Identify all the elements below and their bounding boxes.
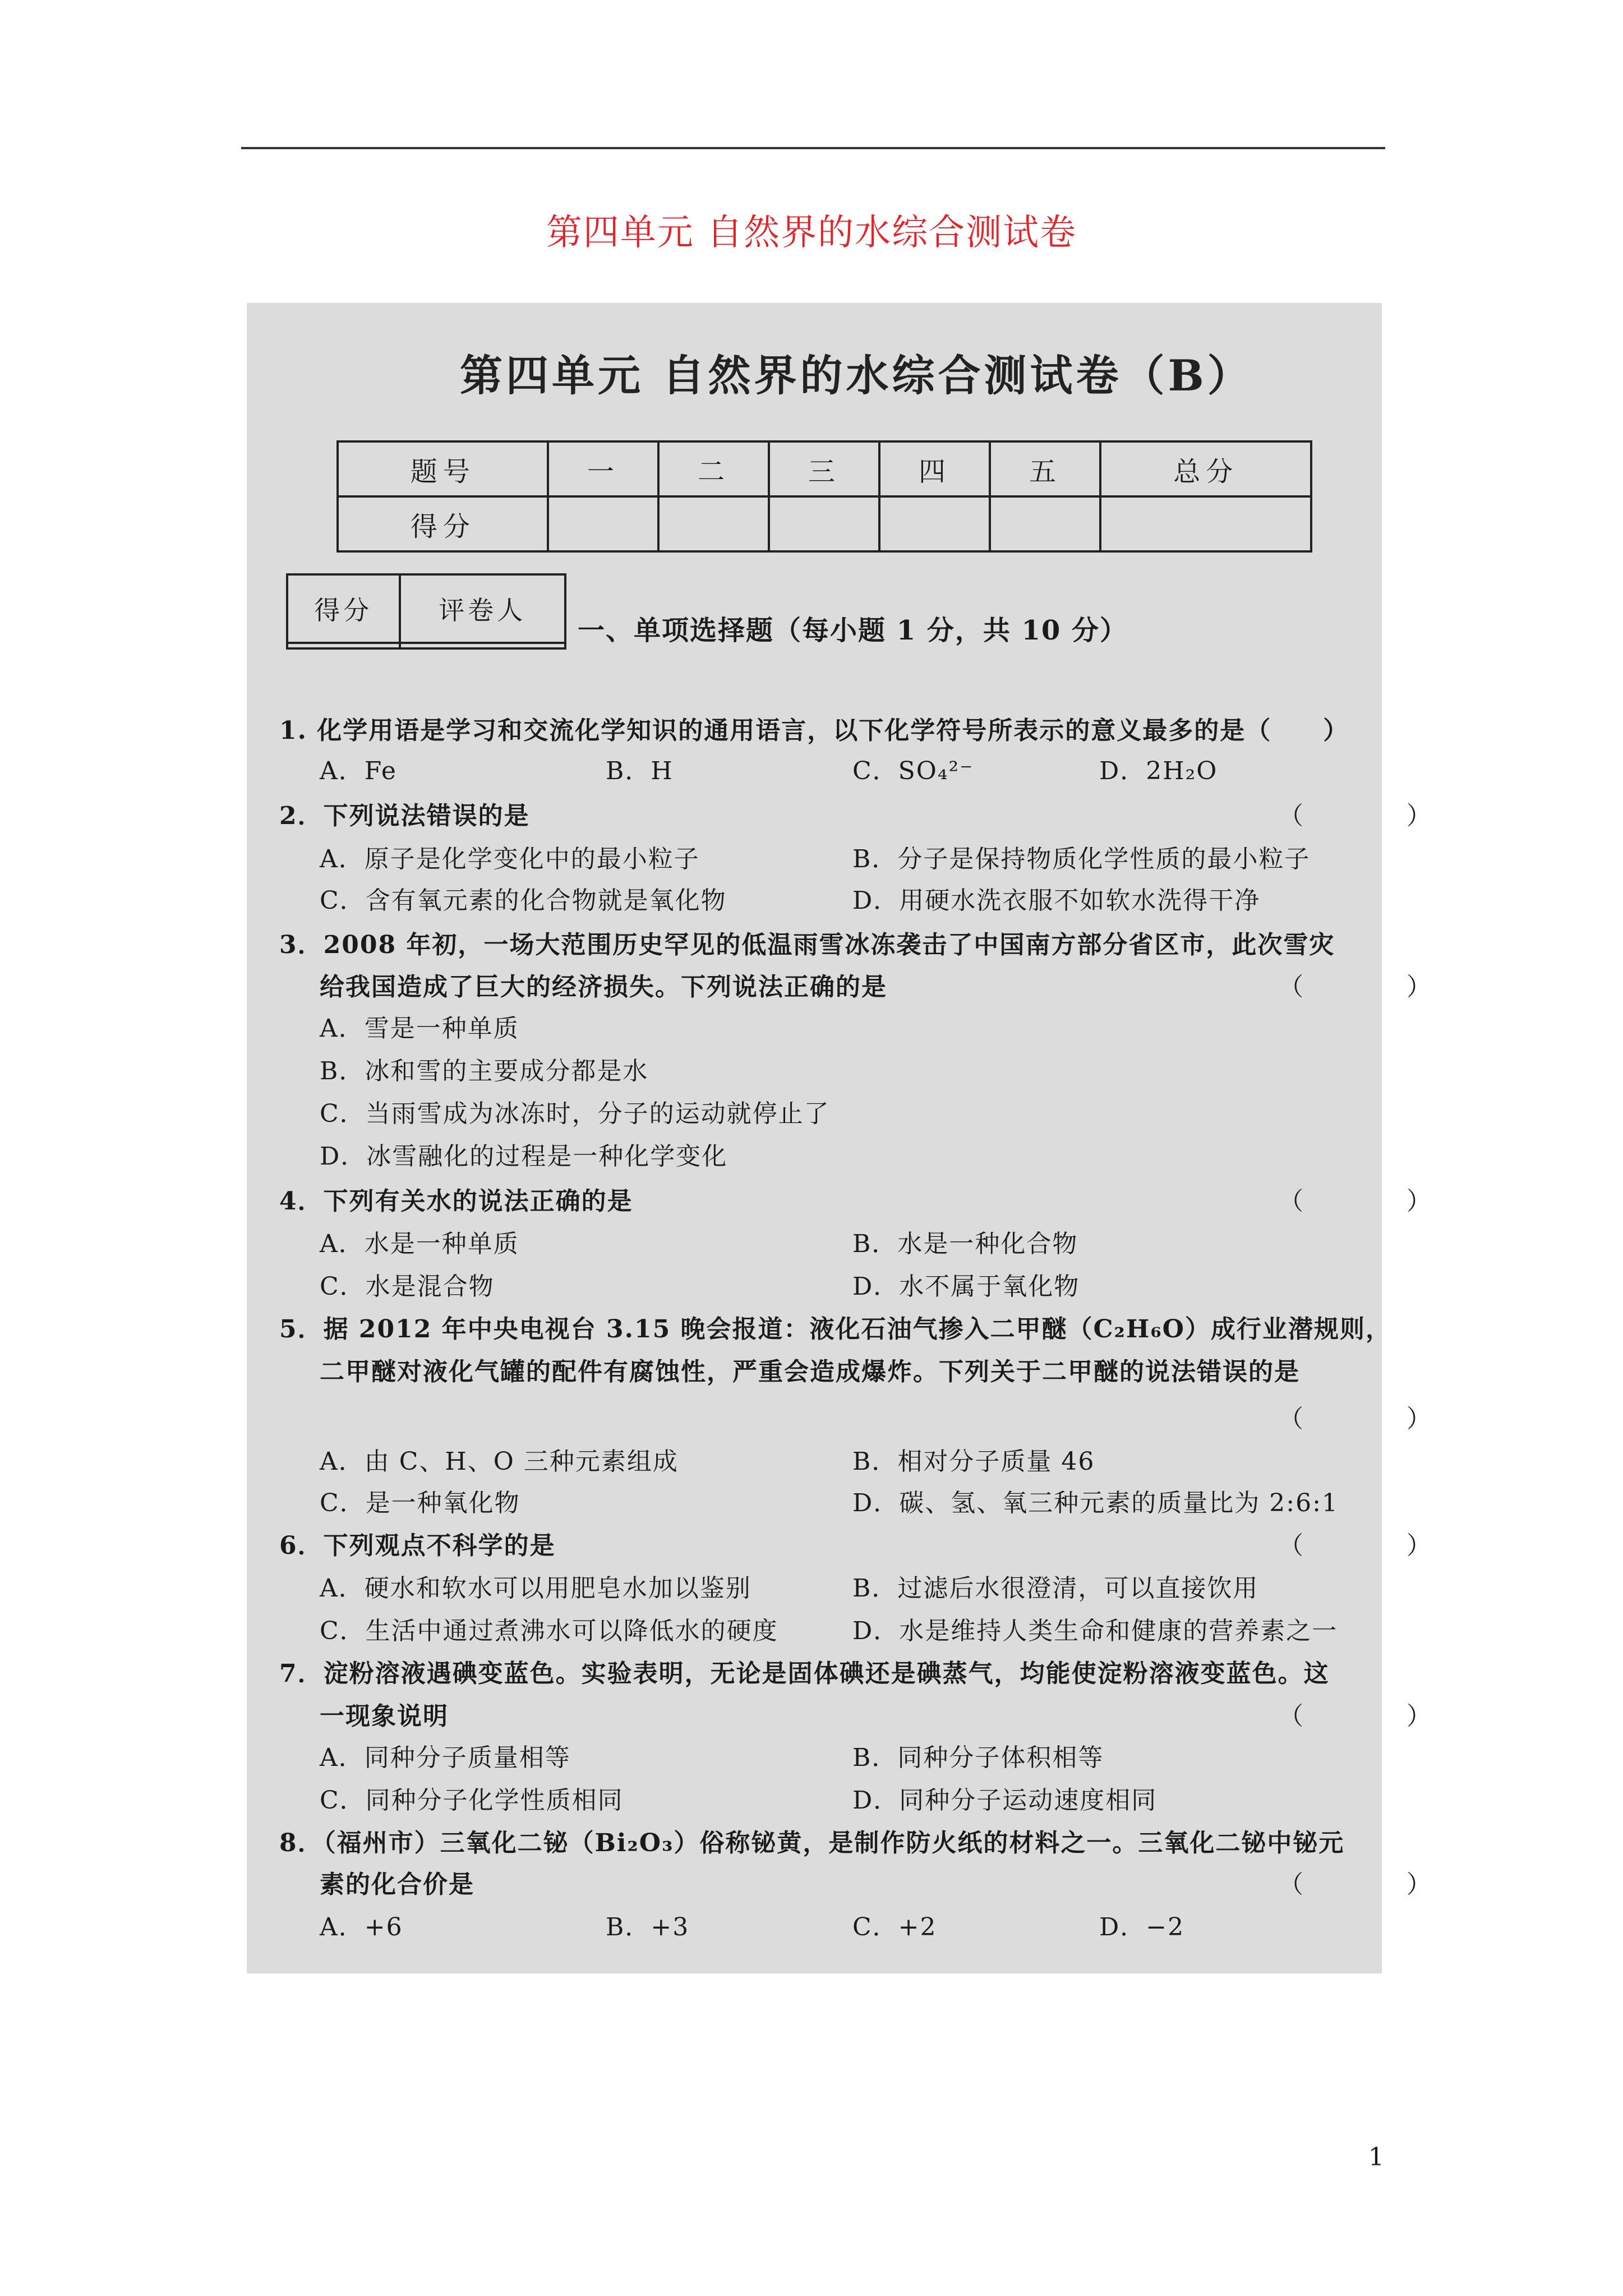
scanned-exam-sheet: [247, 303, 1470, 1973]
question-4-option-b: B．水是一种化合物: [852, 1230, 1078, 1258]
question-6-option-b: B．过滤后水很澄清，可以直接饮用: [852, 1574, 1259, 1603]
header-rule: [241, 147, 1385, 149]
score-cell: [879, 496, 990, 551]
score-header-cell: 题号: [338, 441, 548, 496]
question-1-option-b: B．H: [606, 757, 674, 785]
score-table-row: [338, 496, 1311, 551]
answer-bracket: （ ）: [1279, 1187, 1470, 1216]
question-3-stem-line-2: 给我国造成了巨大的经济损失。下列说法正确的是: [320, 973, 887, 1001]
question-8-option-a: A．+6: [320, 1913, 403, 1941]
question-1-option-d: D．2H₂O: [1099, 757, 1218, 785]
question-5-option-c: C．是一种氧化物: [320, 1489, 520, 1517]
question-4-option-a: A．水是一种单质: [320, 1230, 519, 1258]
answer-bracket: （ ）: [1279, 1405, 1470, 1433]
page-number: 1: [1368, 2143, 1384, 2171]
score-cell: [548, 496, 658, 551]
question-2-option-c: C．含有氧元素的化合物就是氧化物: [320, 886, 727, 915]
question-5-stem-line-1: 5．据 2012 年中央电视台 3.15 晚会报道：液化石油气掺入二甲醚（C₂H₆O）成行业潜规则，: [279, 1315, 1391, 1343]
page-title: 第四单元 自然界的水综合测试卷: [546, 212, 1077, 254]
question-7-stem-line-2: 一现象说明: [320, 1702, 449, 1731]
question-3-stem-line-1: 3．2008 年初，一场大范围历史罕见的低温雨雪冰冻袭击了中国南方部分省区市，此次雪灾: [279, 931, 1335, 959]
question-2-option-a: A．原子是化学变化中的最小粒子: [320, 845, 700, 873]
answer-bracket: （ ）: [1279, 973, 1470, 1001]
section-title: 一、单项选择题（每小题 1 分，共 10 分）: [578, 615, 1128, 646]
score-table-header-row: [338, 441, 1311, 496]
score-table: [336, 440, 1312, 553]
answer-bracket: （ ）: [1279, 1531, 1470, 1560]
question-7-option-b: B．同种分子体积相等: [852, 1743, 1104, 1772]
question-7-option-c: C．同种分子化学性质相同: [320, 1786, 624, 1815]
question-3-option-c: C．当雨雪成为冰冻时，分子的运动就停止了: [320, 1099, 830, 1128]
answer-bracket: （ ）: [1279, 1870, 1470, 1899]
question-5-option-d: D．碳、氢、氧三种元素的质量比为 2:6:1: [852, 1489, 1339, 1517]
answer-bracket: （ ）: [1279, 802, 1470, 830]
score-cell: [1100, 496, 1311, 551]
reviewer-label: 评卷人: [400, 574, 565, 643]
question-5-option-a: A．由 C、H、O 三种元素组成: [320, 1447, 679, 1476]
question-4-stem: 4．下列有关水的说法正确的是: [279, 1187, 633, 1216]
question-4-option-d: D．水不属于氧化物: [852, 1272, 1080, 1301]
question-5-stem-line-2: 二甲醚对液化气罐的配件有腐蚀性，严重会造成爆炸。下列关于二甲醚的说法错误的是: [320, 1358, 1300, 1386]
question-8-stem-line-2: 素的化合价是: [320, 1870, 474, 1899]
reviewer-name-cell: [400, 643, 565, 648]
question-6-option-d: D．水是维持人类生命和健康的营养素之一: [852, 1617, 1338, 1645]
question-7-option-d: D．同种分子运动速度相同: [852, 1786, 1158, 1815]
question-4-option-c: C．水是混合物: [320, 1272, 495, 1301]
question-2-stem: 2．下列说法错误的是: [279, 802, 530, 830]
score-cell: [769, 496, 879, 551]
reviewer-score-cell: [287, 643, 400, 648]
score-header-cell: 总分: [1100, 441, 1311, 496]
score-header-cell: 五: [990, 441, 1100, 496]
question-1-option-a: A．Fe: [320, 757, 397, 785]
question-3-option-a: A．雪是一种单质: [320, 1014, 519, 1043]
reviewer-table: [286, 573, 566, 650]
question-1-option-c: C．SO₄²⁻: [852, 757, 974, 785]
reviewer-score-label: 得分: [287, 574, 400, 643]
question-8-option-c: C．+2: [852, 1913, 937, 1941]
question-3-option-d: D．冰雪融化的过程是一种化学变化: [320, 1142, 728, 1171]
question-6-option-a: A．硬水和软水可以用肥皂水加以鉴别: [320, 1574, 751, 1603]
question-2-option-b: B．分子是保持物质化学性质的最小粒子: [852, 845, 1311, 873]
score-header-cell: 一: [548, 441, 658, 496]
answer-bracket: （ ）: [1279, 1702, 1470, 1731]
question-2-option-d: D．用硬水洗衣服不如软水洗得干净: [852, 886, 1261, 915]
score-header-cell: 四: [879, 441, 990, 496]
question-1-stem: 1. 化学用语是学习和交流化学知识的通用语言，以下化学符号所表示的意义最多的是（ ）: [279, 716, 1349, 745]
score-header-cell: 三: [769, 441, 879, 496]
score-cell: [990, 496, 1100, 551]
question-8-option-d: D．−2: [1099, 1913, 1185, 1941]
question-7-stem-line-1: 7．淀粉溶液遇碘变蓝色。实验表明，无论是固体碘还是碘蒸气，均能使淀粉溶液变蓝色。这: [279, 1659, 1330, 1688]
question-6-stem: 6．下列观点不科学的是: [279, 1531, 556, 1560]
score-row-label: 得分: [338, 496, 548, 551]
score-cell: [658, 496, 769, 551]
question-6-option-c: C．生活中通过煮沸水可以降低水的硬度: [320, 1617, 778, 1645]
question-8-option-b: B．+3: [606, 1913, 690, 1941]
question-3-option-b: B．冰和雪的主要成分都是水: [320, 1057, 649, 1085]
question-8-stem-line-1: 8．（福州市）三氧化二铋（Bi₂O₃）俗称铋黄，是制作防火纸的材料之一。三氧化二铋中铋元: [279, 1829, 1345, 1857]
question-5-option-b: B．相对分子质量 46: [852, 1447, 1095, 1476]
exam-title: 第四单元 自然界的水综合测试卷（B）: [460, 351, 1253, 401]
score-header-cell: 二: [658, 441, 769, 496]
question-7-option-a: A．同种分子质量相等: [320, 1743, 571, 1772]
